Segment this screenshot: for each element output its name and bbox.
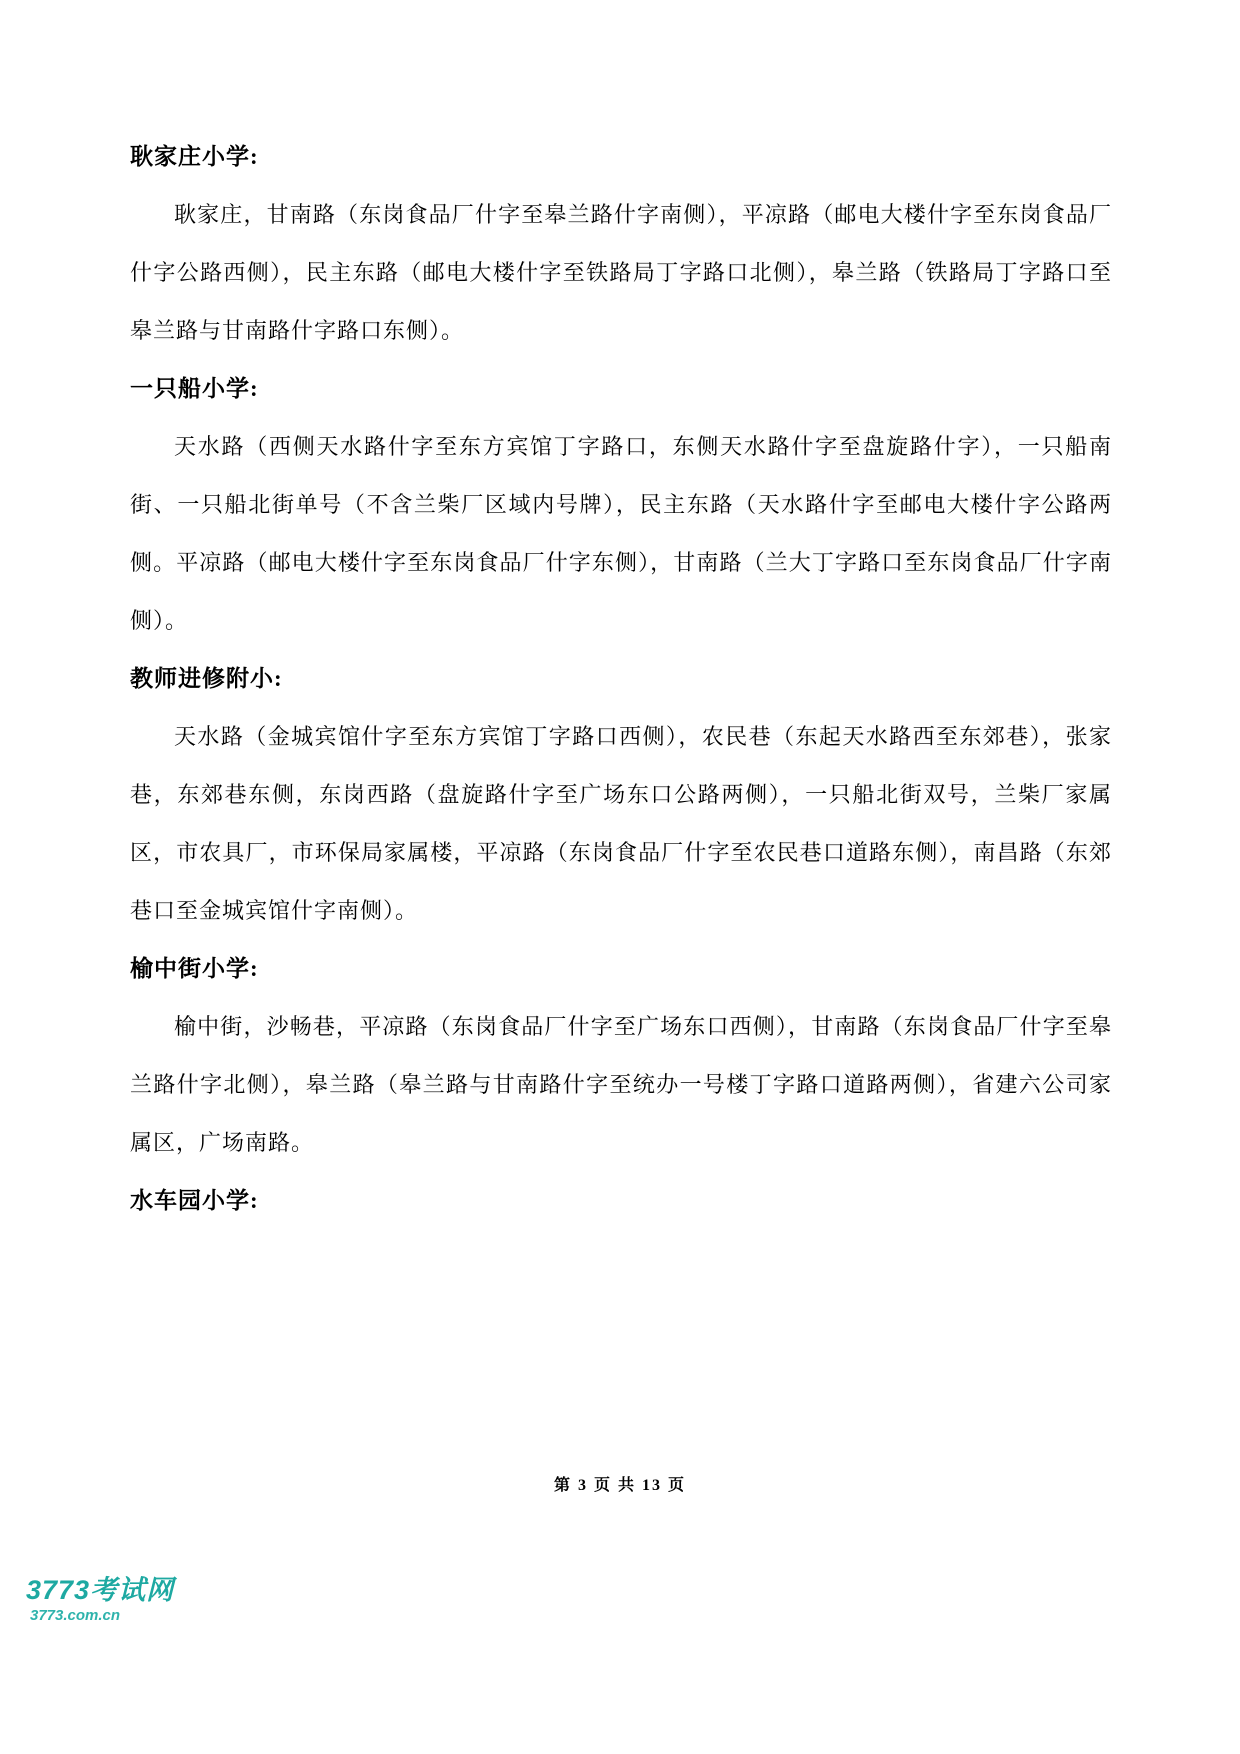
school-heading: 一只船小学: bbox=[130, 376, 259, 401]
school-section bbox=[130, 650, 1112, 940]
school-heading: 榆中街小学: bbox=[130, 956, 259, 981]
document-content bbox=[130, 128, 1112, 1230]
school-body: 天水路（西侧天水路什字至东方宾馆丁字路口，东侧天水路什字至盘旋路什字），一只船南街、一只船北街单号（不含兰柴厂区域内号牌），民主东路（天水路什字至邮电大楼什字公路两侧。平凉路（邮电大楼什字至东岗食品厂什字东侧），甘南路（兰大丁字路口至东岗食品厂什字南侧）。 bbox=[130, 434, 1112, 633]
school-section bbox=[130, 940, 1112, 1172]
school-body: 天水路（金城宾馆什字至东方宾馆丁字路口西侧），农民巷（东起天水路西至东郊巷），张家巷，东郊巷东侧，东岗西路（盘旋路什字至广场东口公路两侧），一只船北街双号，兰柴厂家属区，市农具厂，市环保局家属楼，平凉路（东岗食品厂什字至农民巷口道路东侧），南昌路（东郊巷口至金城宾馆什字南侧）。 bbox=[130, 724, 1112, 923]
school-heading: 教师进修附小: bbox=[130, 666, 283, 691]
school-heading: 耿家庄小学: bbox=[130, 144, 259, 169]
watermark-site-name: 3773考试网 bbox=[26, 1575, 175, 1605]
school-section bbox=[130, 1172, 1112, 1230]
school-section bbox=[130, 128, 1112, 360]
watermark-site-url: 3773.com.cn bbox=[30, 1606, 121, 1624]
school-body: 榆中街，沙畅巷，平凉路（东岗食品厂什字至广场东口西侧），甘南路（东岗食品厂什字至皋兰路什字北侧），皋兰路（皋兰路与甘南路什字至统办一号楼丁字路口道路两侧），省建六公司家属区，广场南路。 bbox=[130, 1014, 1112, 1155]
school-heading: 水车园小学: bbox=[130, 1188, 259, 1213]
school-body: 耿家庄，甘南路（东岗食品厂什字至皋兰路什字南侧），平凉路（邮电大楼什字至东岗食品厂什字公路西侧），民主东路（邮电大楼什字至铁路局丁字路口北侧），皋兰路（铁路局丁字路口至皋兰路与甘南路什字路口东侧）。 bbox=[130, 202, 1112, 343]
watermark-logo bbox=[26, 1576, 174, 1624]
page-number-footer: 第 3 页 共 13 页 bbox=[553, 1477, 686, 1494]
school-section bbox=[130, 360, 1112, 650]
